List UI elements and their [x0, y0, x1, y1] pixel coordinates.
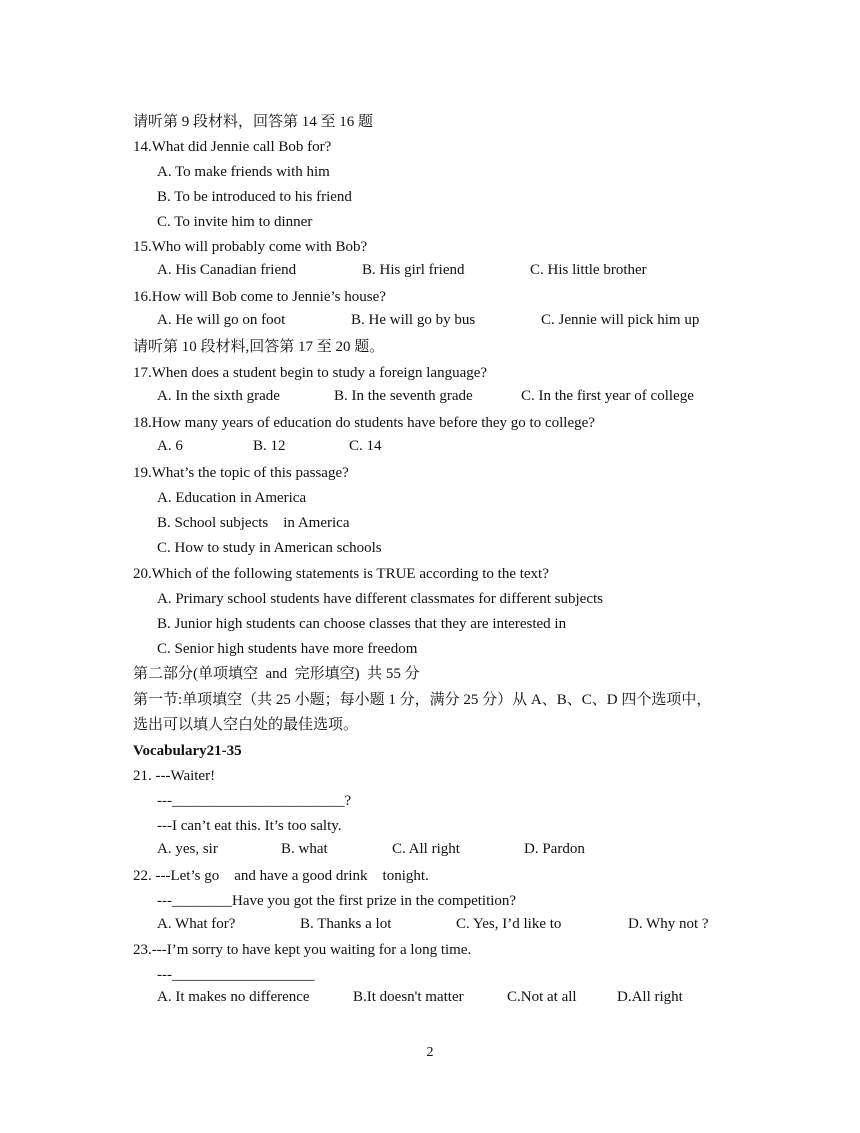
question-20-option-b: B. Junior high students can choose classes that they are interested in: [157, 616, 567, 632]
question-23-option-c: C.Not at all: [507, 989, 577, 1005]
question-14-stem: 14.What did Jennie call Bob for?: [133, 139, 332, 155]
question-23-blank-line: ---___________________: [157, 967, 315, 983]
question-20-option-c: C. Senior high students have more freedom: [157, 641, 418, 657]
question-22-option-c: C. Yes, I’d like to: [456, 916, 562, 932]
question-19-stem: 19.What’s the topic of this passage?: [133, 465, 349, 481]
question-14-option-b: B. To be introduced to his friend: [157, 189, 352, 205]
question-17-option-c: C. In the first year of college: [521, 388, 694, 404]
question-22-blank-line: ---________Have you got the first prize in the competition?: [157, 893, 517, 909]
question-17-stem: 17.When does a student begin to study a foreign language?: [133, 365, 488, 381]
question-23-option-b: B.It doesn't matter: [353, 989, 464, 1005]
question-15-option-c: C. His little brother: [530, 262, 647, 278]
question-20-option-a: A. Primary school students have different classmates for different subjects: [157, 591, 603, 607]
question-18-option-a: A. 6: [157, 438, 183, 454]
question-21-stem: 21. ---Waiter!: [133, 768, 216, 784]
question-21-option-c: C. All right: [392, 841, 460, 857]
section-1-instruction-line-1: 第一节:单项填空（共 25 小题；每小题 1 分，满分 25 分）从 A、B、C、D 四个选项中，: [133, 692, 712, 708]
question-16-option-c: C. Jennie will pick him up: [541, 312, 700, 328]
question-22-option-b: B. Thanks a lot: [300, 916, 392, 932]
question-17-option-b: B. In the seventh grade: [334, 388, 473, 404]
question-20-stem: 20.Which of the following statements is TRUE according to the text?: [133, 566, 549, 582]
question-18-option-c: C. 14: [349, 438, 382, 454]
question-15-option-b: B. His girl friend: [362, 262, 465, 278]
question-16-option-a: A. He will go on foot: [157, 312, 286, 328]
question-14-option-a: A. To make friends with him: [157, 164, 330, 180]
question-22-option-d: D. Why not ?: [628, 916, 709, 932]
question-15-option-a: A. His Canadian friend: [157, 262, 297, 278]
section-9-instruction: 请听第 9 段材料，回答第 14 至 16 题: [133, 114, 374, 130]
question-18-option-b: B. 12: [253, 438, 286, 454]
question-23-stem: 23.---I’m sorry to have kept you waiting for a long time.: [133, 942, 472, 958]
question-21-option-a: A. yes, sir: [157, 841, 218, 857]
question-21-option-d: D. Pardon: [524, 841, 585, 857]
question-15-stem: 15.Who will probably come with Bob?: [133, 239, 368, 255]
part-2-heading: 第二部分(单项填空 and 完形填空) 共 55 分: [133, 666, 420, 682]
question-18-stem: 18.How many years of education do students have before they go to college?: [133, 415, 595, 431]
question-23-option-a: A. It makes no difference: [157, 989, 310, 1005]
question-19-option-a: A. Education in America: [157, 490, 307, 506]
question-21-dialogue-line: ---I can’t eat this. It’s too salty.: [157, 818, 342, 834]
question-23-option-d: D.All right: [617, 989, 683, 1005]
question-21-option-b: B. what: [281, 841, 328, 857]
question-17-option-a: A. In the sixth grade: [157, 388, 280, 404]
question-21-blank-line: ---_______________________?: [157, 793, 352, 809]
vocabulary-heading: Vocabulary21-35: [133, 743, 242, 759]
section-10-instruction: 请听第 10 段材料,回答第 17 至 20 题。: [133, 339, 385, 355]
question-14-option-c: C. To invite him to dinner: [157, 214, 313, 230]
question-19-option-b: B. School subjects in America: [157, 515, 350, 531]
section-1-instruction-line-2: 选出可以填人空白处的最佳选项。: [133, 717, 359, 733]
question-22-stem: 22. ---Let’s go and have a good drink tonight.: [133, 868, 429, 884]
page-number: 2: [426, 1045, 434, 1060]
question-19-option-c: C. How to study in American schools: [157, 540, 382, 556]
question-22-option-a: A. What for?: [157, 916, 236, 932]
question-16-stem: 16.How will Bob come to Jennie’s house?: [133, 289, 386, 305]
question-16-option-b: B. He will go by bus: [351, 312, 476, 328]
